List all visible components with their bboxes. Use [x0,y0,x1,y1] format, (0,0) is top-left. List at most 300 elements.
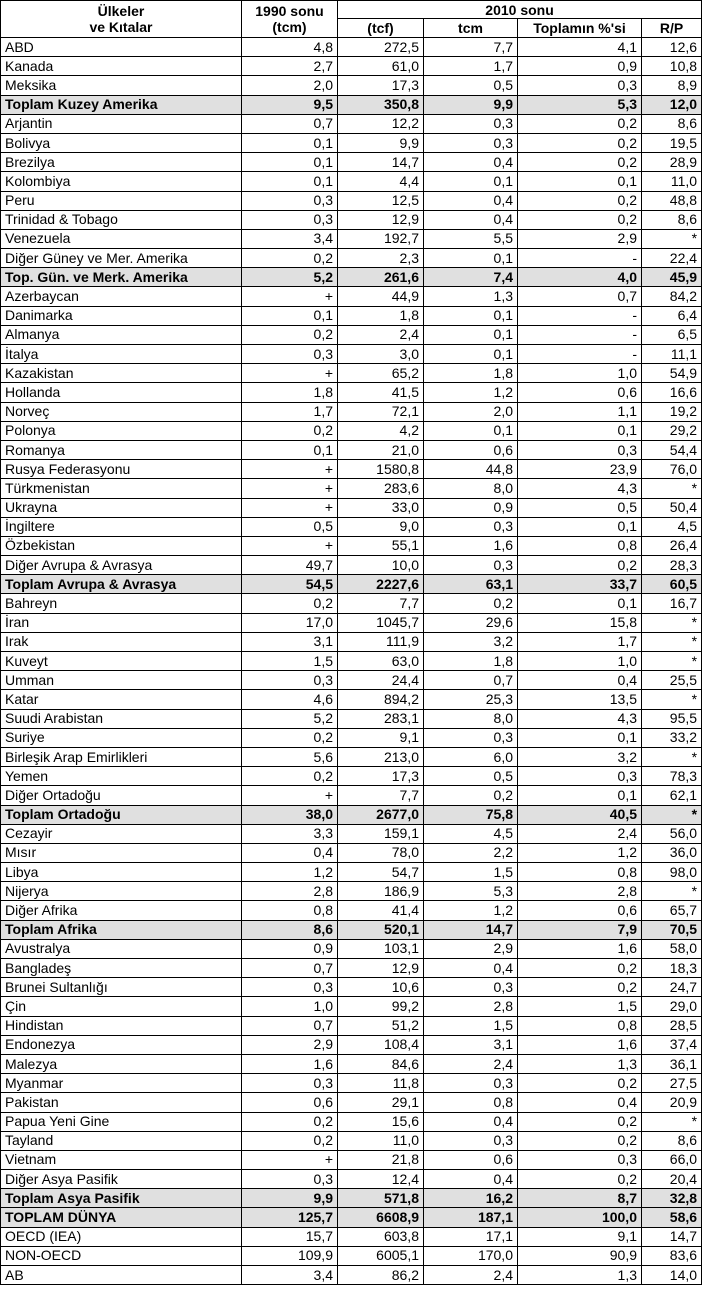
cell-name: Venezuela [1,229,242,248]
cell-v1990: 0,3 [242,210,338,229]
cell-v1990: 0,7 [242,114,338,133]
table-row-total [1,920,702,939]
cell-name: Kanada [1,57,242,76]
cell-v1990: 1,5 [242,652,338,671]
cell-tcm: 16,2 [424,1189,518,1208]
cell-pct: 4,0 [518,268,642,287]
cell-pct: 0,2 [518,153,642,172]
cell-tcf: 10,0 [338,556,424,575]
cell-v1990: 0,1 [242,172,338,191]
cell-v1990: 0,2 [242,1112,338,1131]
cell-name: Malezya [1,1054,242,1073]
cell-tcm: 1,2 [424,383,518,402]
header-rp: R/P [642,19,702,38]
cell-name: Toplam Kuzey Amerika [1,95,242,114]
cell-pct: 0,4 [518,1093,642,1112]
cell-tcm: 0,3 [424,556,518,575]
cell-v1990: 4,6 [242,690,338,709]
table-row [1,114,702,133]
cell-name: Birleşik Arap Emirlikleri [1,747,242,766]
cell-tcf: 159,1 [338,824,424,843]
cell-tcm: 0,3 [424,1074,518,1093]
cell-tcm: 0,8 [424,1093,518,1112]
table-row [1,306,702,325]
table-row [1,1266,702,1285]
table-row [1,440,702,459]
cell-pct: 0,8 [518,1016,642,1035]
cell-v1990: 49,7 [242,556,338,575]
cell-v1990: 0,6 [242,1093,338,1112]
table-row [1,364,702,383]
cell-tcm: 2,9 [424,939,518,958]
cell-tcm: 0,1 [424,325,518,344]
cell-pct: 4,3 [518,479,642,498]
cell-v1990: 0,3 [242,978,338,997]
table-row [1,556,702,575]
cell-rp: 25,5 [642,671,702,690]
cell-tcm: 1,8 [424,652,518,671]
table-row [1,959,702,978]
cell-rp: 19,5 [642,133,702,152]
cell-pct: 0,1 [518,728,642,747]
cell-tcf: 61,0 [338,57,424,76]
cell-rp: * [642,690,702,709]
cell-v1990: 1,0 [242,997,338,1016]
cell-name: Vietnam [1,1150,242,1169]
header-1990-line1: 1990 sonu [255,3,324,19]
cell-rp: 33,2 [642,728,702,747]
cell-rp: * [642,652,702,671]
cell-tcm: 2,2 [424,843,518,862]
table-row [1,613,702,632]
cell-rp: 26,4 [642,536,702,555]
table-row [1,1093,702,1112]
cell-tcm: 2,4 [424,1054,518,1073]
cell-name: Çin [1,997,242,1016]
cell-rp: 20,4 [642,1170,702,1189]
cell-v1990: 109,9 [242,1246,338,1265]
cell-tcf: 261,6 [338,268,424,287]
cell-rp: 19,2 [642,402,702,421]
table-row [1,1016,702,1035]
cell-pct: 0,1 [518,594,642,613]
cell-name: Meksika [1,76,242,95]
cell-tcm: 1,8 [424,364,518,383]
cell-tcm: 0,9 [424,498,518,517]
cell-v1990: 4,8 [242,38,338,57]
cell-tcm: 0,7 [424,671,518,690]
cell-rp: 16,7 [642,594,702,613]
cell-tcm: 4,5 [424,824,518,843]
table-row [1,690,702,709]
cell-rp: * [642,479,702,498]
cell-v1990: 38,0 [242,805,338,824]
cell-rp: 36,0 [642,843,702,862]
cell-pct: 9,1 [518,1227,642,1246]
cell-pct: 0,2 [518,556,642,575]
cell-tcf: 186,9 [338,882,424,901]
cell-rp: 24,7 [642,978,702,997]
cell-tcf: 51,2 [338,1016,424,1035]
header-1990-line2: (tcm) [272,19,307,35]
table-row [1,1054,702,1073]
header-countries-line1: Ülkeler [97,3,145,19]
cell-tcm: 29,6 [424,613,518,632]
cell-tcm: 25,3 [424,690,518,709]
cell-pct: 0,3 [518,767,642,786]
cell-rp: 45,9 [642,268,702,287]
cell-v1990: 0,5 [242,517,338,536]
table-row [1,517,702,536]
cell-v1990: + [242,460,338,479]
cell-tcf: 283,6 [338,479,424,498]
cell-rp: * [642,882,702,901]
cell-tcm: 0,3 [424,114,518,133]
cell-tcm: 7,4 [424,268,518,287]
cell-rp: 8,6 [642,1131,702,1150]
cell-rp: 56,0 [642,824,702,843]
cell-name: Papua Yeni Gine [1,1112,242,1131]
cell-tcm: 0,4 [424,1112,518,1131]
cell-tcm: 2,8 [424,997,518,1016]
cell-v1990: 3,4 [242,229,338,248]
cell-tcf: 21,8 [338,1150,424,1169]
cell-pct: 1,6 [518,939,642,958]
cell-v1990: 3,1 [242,632,338,651]
cell-v1990: + [242,287,338,306]
cell-tcf: 7,7 [338,786,424,805]
cell-pct: 1,3 [518,1266,642,1285]
cell-name: Hollanda [1,383,242,402]
cell-name: Irak [1,632,242,651]
cell-tcf: 65,2 [338,364,424,383]
cell-rp: 11,1 [642,345,702,364]
cell-v1990: + [242,1150,338,1169]
cell-name: Yemen [1,767,242,786]
cell-tcf: 3,0 [338,345,424,364]
cell-name: Diğer Güney ve Mer. Amerika [1,249,242,268]
cell-rp: 6,5 [642,325,702,344]
cell-tcf: 603,8 [338,1227,424,1246]
cell-pct: 0,1 [518,421,642,440]
cell-tcf: 12,9 [338,210,424,229]
cell-tcf: 272,5 [338,38,424,57]
cell-pct: 0,8 [518,536,642,555]
cell-v1990: 0,9 [242,939,338,958]
table-row [1,594,702,613]
table-row [1,997,702,1016]
cell-pct: 0,3 [518,440,642,459]
cell-rp: 28,5 [642,1016,702,1035]
cell-tcf: 10,6 [338,978,424,997]
cell-name: Ukrayna [1,498,242,517]
cell-tcf: 520,1 [338,920,424,939]
table-row [1,325,702,344]
cell-v1990: 0,2 [242,249,338,268]
table-row [1,882,702,901]
cell-v1990: 2,0 [242,76,338,95]
cell-rp: 78,3 [642,767,702,786]
cell-tcf: 41,5 [338,383,424,402]
table-row [1,536,702,555]
cell-tcf: 99,2 [338,997,424,1016]
cell-rp: 28,9 [642,153,702,172]
cell-rp: 29,0 [642,997,702,1016]
table-row-total [1,95,702,114]
table-row [1,978,702,997]
cell-name: AB [1,1266,242,1285]
cell-name: Brunei Sultanlığı [1,978,242,997]
cell-rp: 70,5 [642,920,702,939]
cell-tcm: 1,5 [424,863,518,882]
table-row [1,249,702,268]
cell-tcm: 1,5 [424,1016,518,1035]
cell-tcf: 2677,0 [338,805,424,824]
cell-v1990: 1,2 [242,863,338,882]
cell-pct: 4,3 [518,709,642,728]
table-row [1,728,702,747]
table-row [1,383,702,402]
cell-tcf: 1,8 [338,306,424,325]
cell-rp: 12,0 [642,95,702,114]
header-tcf: (tcf) [338,19,424,38]
cell-pct: 0,6 [518,901,642,920]
cell-name: Romanya [1,440,242,459]
cell-tcm: 6,0 [424,747,518,766]
cell-name: Katar [1,690,242,709]
cell-v1990: + [242,364,338,383]
cell-rp: 8,6 [642,114,702,133]
table-row [1,1112,702,1131]
cell-pct: 1,1 [518,402,642,421]
table-row [1,632,702,651]
table-row-total [1,268,702,287]
table-row [1,671,702,690]
cell-pct: 0,2 [518,114,642,133]
cell-pct: - [518,249,642,268]
table-row [1,747,702,766]
cell-pct: 1,5 [518,997,642,1016]
cell-name: Trinidad & Tobago [1,210,242,229]
cell-v1990: 0,2 [242,325,338,344]
table-row [1,1246,702,1265]
cell-name: OECD (IEA) [1,1227,242,1246]
cell-name: Tayland [1,1131,242,1150]
cell-pct: 23,9 [518,460,642,479]
cell-name: Azerbaycan [1,287,242,306]
cell-tcf: 111,9 [338,632,424,651]
cell-tcm: 0,3 [424,133,518,152]
cell-tcf: 103,1 [338,939,424,958]
cell-pct: 0,1 [518,517,642,536]
table-row-total [1,805,702,824]
cell-pct: 0,2 [518,191,642,210]
cell-pct: 0,3 [518,1150,642,1169]
cell-pct: 2,4 [518,824,642,843]
table-row [1,652,702,671]
cell-tcf: 9,1 [338,728,424,747]
table-row [1,1170,702,1189]
cell-pct: 0,2 [518,210,642,229]
cell-tcm: 0,3 [424,978,518,997]
cell-pct: - [518,345,642,364]
cell-rp: 54,4 [642,440,702,459]
cell-v1990: 0,4 [242,843,338,862]
cell-tcf: 41,4 [338,901,424,920]
table-row [1,479,702,498]
cell-rp: 8,9 [642,76,702,95]
cell-tcm: 0,1 [424,306,518,325]
cell-pct: 1,3 [518,1054,642,1073]
cell-rp: 48,8 [642,191,702,210]
table-row-total [1,1208,702,1227]
cell-tcm: 0,2 [424,594,518,613]
cell-v1990: + [242,479,338,498]
cell-pct: - [518,306,642,325]
table-row [1,1227,702,1246]
cell-name: Polonya [1,421,242,440]
cell-rp: 32,8 [642,1189,702,1208]
cell-name: Diğer Afrika [1,901,242,920]
cell-tcf: 12,4 [338,1170,424,1189]
cell-v1990: 0,8 [242,901,338,920]
cell-rp: 84,2 [642,287,702,306]
cell-name: Kazakistan [1,364,242,383]
cell-pct: - [518,325,642,344]
cell-rp: 83,6 [642,1246,702,1265]
cell-rp: 6,4 [642,306,702,325]
cell-pct: 0,5 [518,498,642,517]
cell-pct: 1,0 [518,364,642,383]
cell-v1990: + [242,536,338,555]
cell-tcm: 0,2 [424,786,518,805]
cell-v1990: 5,2 [242,709,338,728]
cell-pct: 1,7 [518,632,642,651]
cell-tcm: 1,2 [424,901,518,920]
table-row [1,76,702,95]
cell-v1990: 1,7 [242,402,338,421]
cell-tcm: 14,7 [424,920,518,939]
cell-rp: 22,4 [642,249,702,268]
table-row [1,863,702,882]
cell-v1990: 0,2 [242,728,338,747]
table-row [1,767,702,786]
cell-v1990: + [242,498,338,517]
cell-tcf: 571,8 [338,1189,424,1208]
cell-rp: 16,6 [642,383,702,402]
table-row [1,460,702,479]
table-row [1,229,702,248]
cell-tcm: 8,0 [424,479,518,498]
cell-v1990: 9,5 [242,95,338,114]
cell-tcm: 0,6 [424,1150,518,1169]
cell-v1990: 0,2 [242,594,338,613]
cell-v1990: 1,6 [242,1054,338,1073]
cell-tcf: 17,3 [338,76,424,95]
header-share: Toplamın %'si [518,19,642,38]
cell-pct: 15,8 [518,613,642,632]
cell-tcm: 8,0 [424,709,518,728]
cell-name: Rusya Federasyonu [1,460,242,479]
cell-name: Toplam Avrupa & Avrasya [1,575,242,594]
cell-v1990: 0,2 [242,1131,338,1150]
cell-tcf: 2,4 [338,325,424,344]
cell-v1990: 2,9 [242,1035,338,1054]
cell-rp: 8,6 [642,210,702,229]
cell-rp: 18,3 [642,959,702,978]
cell-v1990: 0,7 [242,1016,338,1035]
cell-name: İtalya [1,345,242,364]
cell-rp: 54,9 [642,364,702,383]
cell-pct: 8,7 [518,1189,642,1208]
cell-rp: * [642,613,702,632]
table-row [1,191,702,210]
cell-rp: 11,0 [642,172,702,191]
cell-rp: * [642,747,702,766]
table-row [1,1131,702,1150]
cell-pct: 5,3 [518,95,642,114]
cell-tcm: 5,5 [424,229,518,248]
cell-tcf: 15,6 [338,1112,424,1131]
cell-tcf: 1580,8 [338,460,424,479]
cell-name: Myanmar [1,1074,242,1093]
cell-name: Arjantin [1,114,242,133]
table-row [1,498,702,517]
cell-rp: 27,5 [642,1074,702,1093]
table-row [1,901,702,920]
cell-rp: * [642,632,702,651]
cell-tcm: 17,1 [424,1227,518,1246]
cell-rp: 65,7 [642,901,702,920]
cell-name: Top. Gün. ve Merk. Amerika [1,268,242,287]
header-countries-line2: ve Kıtalar [89,19,153,35]
cell-v1990: 15,7 [242,1227,338,1246]
table-row [1,38,702,57]
table-row-total [1,575,702,594]
cell-v1990: 125,7 [242,1208,338,1227]
cell-tcf: 7,7 [338,594,424,613]
cell-v1990: + [242,786,338,805]
cell-rp: 58,6 [642,1208,702,1227]
table-row [1,345,702,364]
cell-v1990: 1,8 [242,383,338,402]
cell-tcf: 44,9 [338,287,424,306]
cell-tcm: 3,1 [424,1035,518,1054]
cell-tcm: 0,5 [424,76,518,95]
cell-v1990: 0,2 [242,421,338,440]
cell-tcf: 192,7 [338,229,424,248]
cell-name: NON-OECD [1,1246,242,1265]
cell-name: Bahreyn [1,594,242,613]
cell-tcf: 9,0 [338,517,424,536]
cell-name: Umman [1,671,242,690]
cell-pct: 0,1 [518,172,642,191]
cell-name: Bangladeş [1,959,242,978]
table-row [1,1035,702,1054]
cell-v1990: 17,0 [242,613,338,632]
cell-tcf: 21,0 [338,440,424,459]
table-header [1,1,702,38]
cell-pct: 0,6 [518,383,642,402]
cell-tcf: 29,1 [338,1093,424,1112]
cell-tcm: 9,9 [424,95,518,114]
cell-name: Endonezya [1,1035,242,1054]
cell-name: İran [1,613,242,632]
cell-tcf: 63,0 [338,652,424,671]
cell-v1990: 0,3 [242,1170,338,1189]
table-row [1,1074,702,1093]
cell-tcm: 0,4 [424,1170,518,1189]
